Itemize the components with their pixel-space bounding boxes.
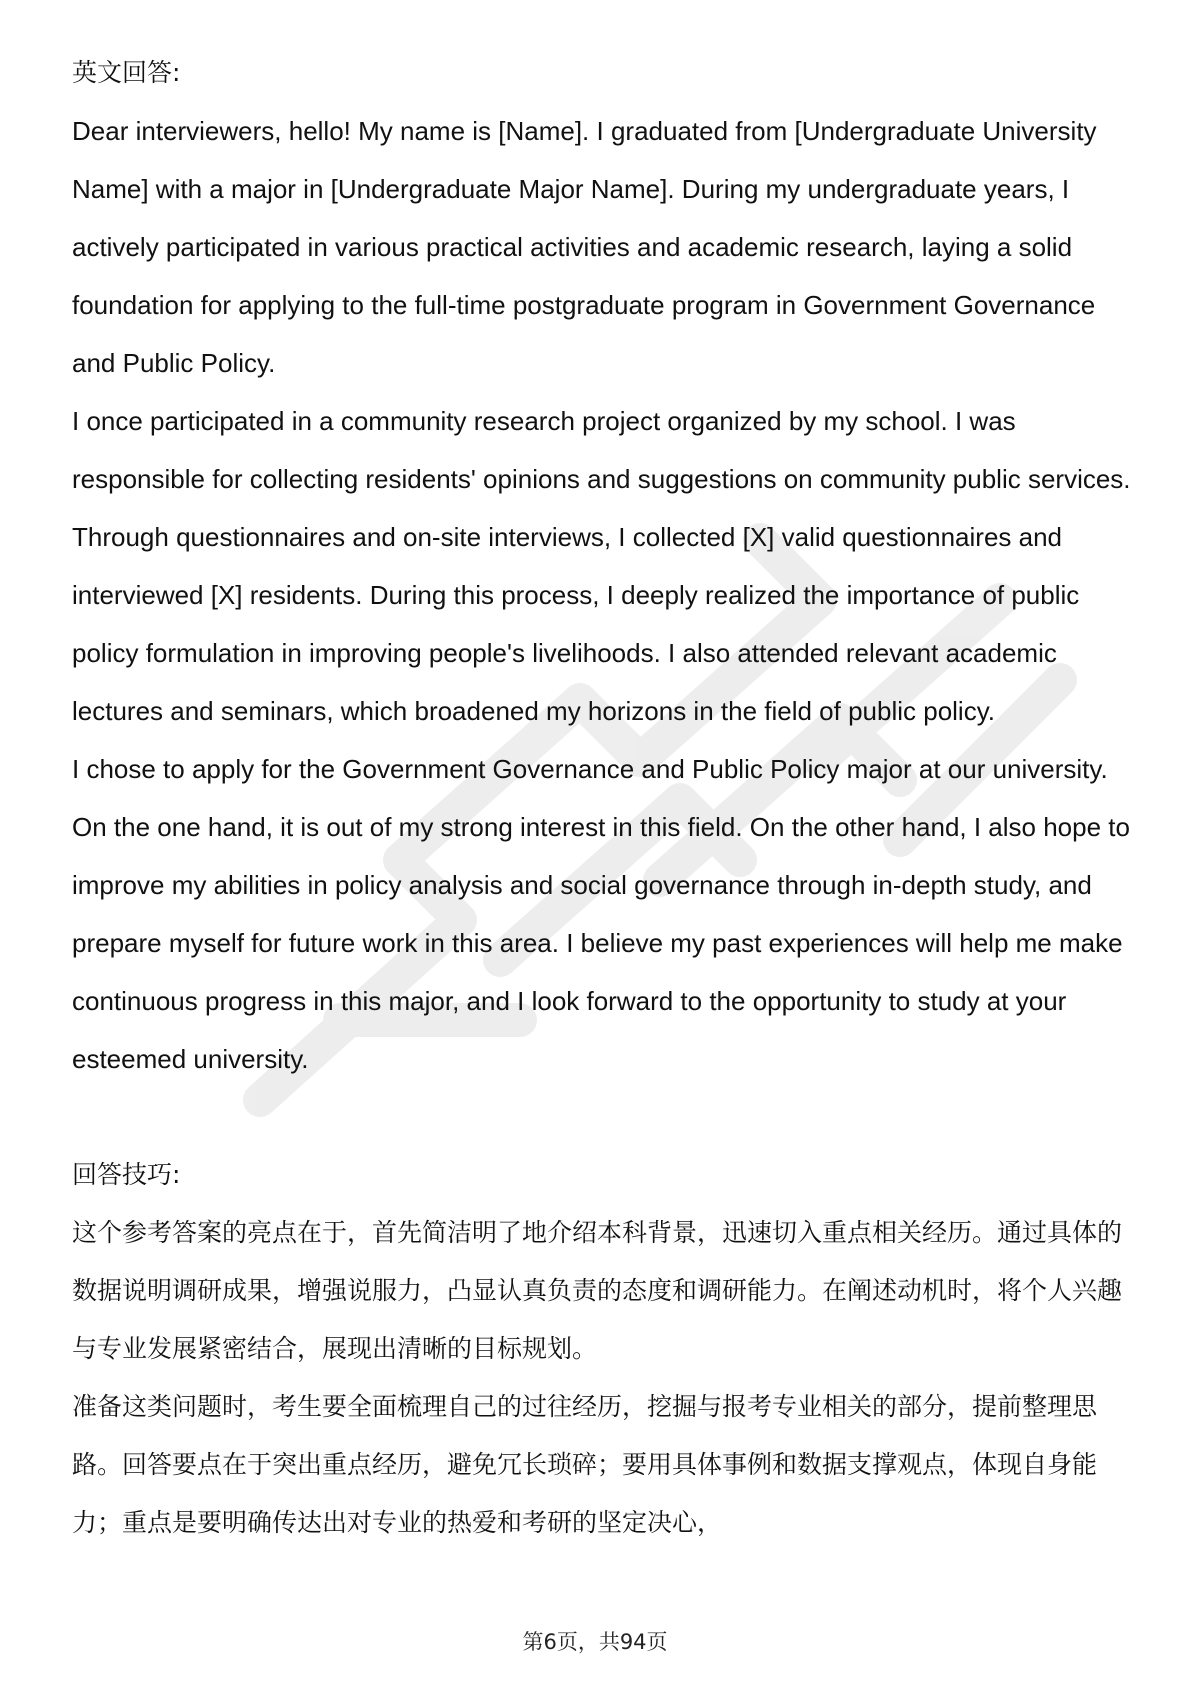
section-spacer (72, 1088, 1132, 1146)
tips-paragraph-2: 准备这类问题时，考生要全面梳理自己的过往经历，挖掘与报考专业相关的部分，提前整理思路。回答要点在于突出重点经历，避免冗长琐碎；要用具体事例和数据支撑观点，体现自身能力；重点是要明确传达出对专业的热爱和考研的坚定决心， (72, 1392, 1098, 1537)
english-answer-heading: 英文回答: (72, 58, 181, 87)
english-paragraph-2: I once participated in a community research project organized by my school. I was responsible for collecting residents' opinions and suggestions on community public services. Through questionnaires and on-site interviews, I collected [X] valid questionnaires and interviewed [X] residents. During this process, I deeply realized the importance of public policy formulation in improving people's livelihoods. I also attended relevant academic lectures and seminars, which broadened my horizons in the field of public policy. (72, 406, 1131, 726)
page-number: 第6页，共94页 (522, 1630, 668, 1654)
tips-paragraph-1: 这个参考答案的亮点在于，首先简洁明了地介绍本科背景，迅速切入重点相关经历。通过具体的数据说明调研成果，增强说服力，凸显认真负责的态度和调研能力。在阐述动机时，将个人兴趣与专业发展紧密结合，展现出清晰的目标规划。 (72, 1218, 1123, 1363)
document-body (72, 44, 1132, 1552)
answer-tips-heading: 回答技巧: (72, 1160, 181, 1189)
english-paragraph-3: I chose to apply for the Government Governance and Public Policy major at our university. On the one hand, it is out of my strong interest in this field. On the other hand, I also hope to improve my abilities in policy analysis and social governance through in-depth study, and prepare myself for future work in this area. I believe my past experiences will help me make continuous progress in this major, and I look forward to the opportunity to study at your esteemed university. (72, 754, 1130, 1074)
english-paragraph-1: Dear interviewers, hello! My name is [Name]. I graduated from [Undergraduate University Name] with a major in [Undergraduate Major Name]. During my undergraduate years, I actively participated in various practical activities and academic research, laying a solid foundation for applying to the full-time postgraduate program in Government Governance and Public Policy. (72, 116, 1097, 378)
